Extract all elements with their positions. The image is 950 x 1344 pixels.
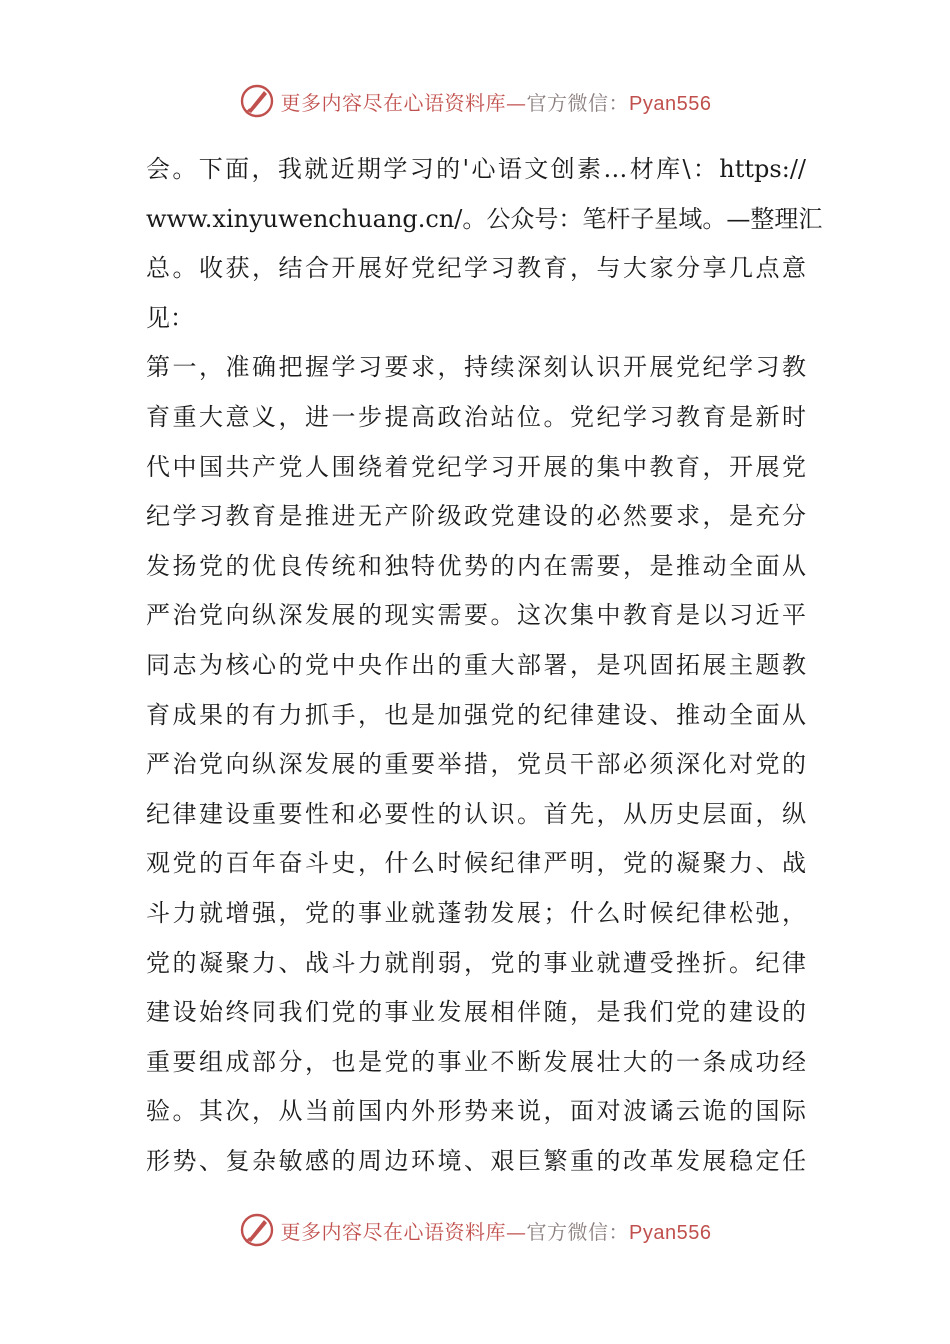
body-line: 第一，准确把握学习要求，持续深刻认识开展党纪学习教	[146, 353, 806, 382]
body-line: 验。其次，从当前国内外形势来说，面对波谲云诡的国际	[146, 1097, 806, 1126]
body-line: 总。收获，结合开展好党纪学习教育，与大家分享几点意	[146, 254, 806, 283]
watermark-middle: 官方微信：	[526, 1219, 630, 1244]
quill-logo-icon	[239, 1212, 275, 1248]
body-line: 观党的百年奋斗史，什么时候纪律严明，党的凝聚力、战	[146, 849, 806, 878]
watermark-prefix: 更多内容尽在心语资料库	[280, 90, 507, 115]
watermark-prefix: 更多内容尽在心语资料库	[280, 1219, 507, 1244]
body-line: www.xinyuwenchuang.cn/。公众号：笔杆子星域。—整理汇	[146, 204, 823, 233]
body-line: 发扬党的优良传统和独特优势的内在需要，是推动全面从	[146, 551, 806, 580]
body-line: 纪律建设重要性和必要性的认识。首先，从历史层面，纵	[146, 799, 806, 828]
header-watermark	[0, 76, 950, 126]
body-line: 建设始终同我们党的事业发展相伴随，是我们党的建设的	[146, 998, 806, 1027]
body-line: 党的凝聚力、战斗力就削弱，党的事业就遭受挫折。纪律	[146, 948, 806, 977]
document-body	[146, 145, 823, 1186]
body-line: 形势、复杂敏感的周边环境、艰巨繁重的改革发展稳定任	[146, 1146, 806, 1175]
body-line: 同志为核心的党中央作出的重大部署，是巩固拓展主题教	[146, 650, 806, 679]
body-line: 会。下面，我就近期学习的'心语文创素…材库\：https://	[146, 155, 806, 183]
watermark-middle: 官方微信：	[526, 90, 630, 115]
watermark-separator: —	[506, 1219, 527, 1244]
watermark-text	[281, 1216, 712, 1245]
quill-logo-icon	[239, 83, 275, 119]
body-line: 严治党向纵深发展的现实需要。这次集中教育是以习近平	[146, 601, 806, 630]
watermark-id: Pyan556	[629, 92, 712, 115]
watermark-id: Pyan556	[629, 1221, 712, 1244]
body-line: 纪学习教育是推进无产阶级政党建设的必然要求，是充分	[146, 502, 806, 531]
watermark-text	[281, 87, 712, 116]
body-line: 育重大意义，进一步提高政治站位。党纪学习教育是新时	[146, 402, 806, 431]
body-line: 重要组成部分，也是党的事业不断发展壮大的一条成功经	[146, 1047, 806, 1076]
body-line: 育成果的有力抓手，也是加强党的纪律建设、推动全面从	[146, 700, 806, 729]
body-line: 见：	[146, 303, 194, 332]
watermark-separator: —	[506, 90, 527, 115]
body-line: 斗力就增强，党的事业就蓬勃发展；什么时候纪律松弛，	[146, 898, 806, 927]
body-line: 代中国共产党人围绕着党纪学习开展的集中教育，开展党	[146, 452, 806, 481]
body-line: 严治党向纵深发展的重要举措，党员干部必须深化对党的	[146, 750, 806, 779]
footer-watermark	[0, 1205, 950, 1255]
